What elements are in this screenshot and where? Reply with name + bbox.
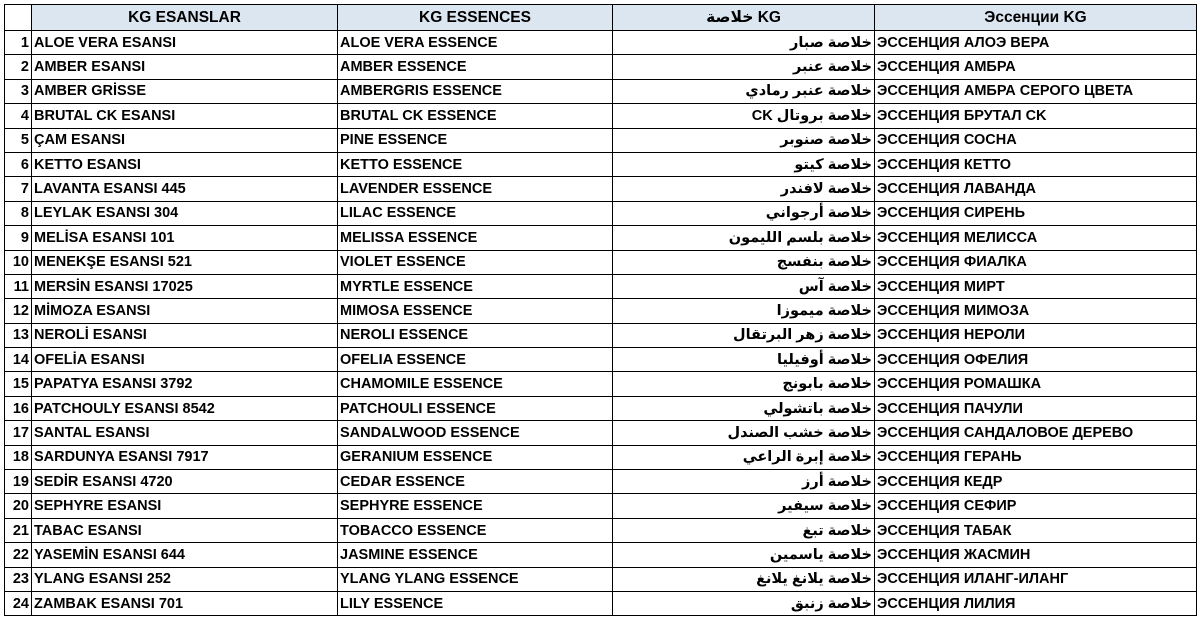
table-row <box>5 445 1197 469</box>
table-row <box>5 470 1197 494</box>
english-name-cell: CEDAR ESSENCE <box>338 470 613 494</box>
table-row <box>5 372 1197 396</box>
russian-name-cell: ЭССЕНЦИЯ КЕДР <box>875 470 1197 494</box>
russian-name-cell: ЭССЕНЦИЯ ЖАСМИН <box>875 543 1197 567</box>
russian-column-header: Эссенции KG <box>875 5 1197 31</box>
row-number-cell: 3 <box>5 79 32 103</box>
table-row <box>5 323 1197 347</box>
row-number-cell: 13 <box>5 323 32 347</box>
turkish-column-header: KG ESANSLAR <box>32 5 338 31</box>
turkish-name-cell: OFELİA ESANSI <box>32 348 338 372</box>
row-number-cell: 4 <box>5 104 32 128</box>
arabic-name-cell: خلاصة يلانغ يلانغ <box>613 567 875 591</box>
turkish-name-cell: LAVANTA ESANSI 445 <box>32 177 338 201</box>
table-row <box>5 274 1197 298</box>
turkish-name-cell: SEDİR ESANSI 4720 <box>32 470 338 494</box>
row-number-cell: 9 <box>5 226 32 250</box>
russian-name-cell: ЭССЕНЦИЯ ЛИЛИЯ <box>875 591 1197 615</box>
russian-name-cell: ЭССЕНЦИЯ ГЕРАНЬ <box>875 445 1197 469</box>
arabic-name-cell: خلاصة صبار <box>613 31 875 55</box>
header-row <box>5 5 1197 31</box>
row-number-cell: 17 <box>5 421 32 445</box>
table-row <box>5 348 1197 372</box>
arabic-name-cell: خلاصة زنبق <box>613 591 875 615</box>
arabic-name-cell: خلاصة خشب الصندل <box>613 421 875 445</box>
row-number-cell: 10 <box>5 250 32 274</box>
table-row <box>5 250 1197 274</box>
turkish-name-cell: PATCHOULY ESANSI 8542 <box>32 396 338 420</box>
arabic-name-cell: خلاصة ياسمين <box>613 543 875 567</box>
turkish-name-cell: MİMOZA ESANSI <box>32 299 338 323</box>
row-number-cell: 11 <box>5 274 32 298</box>
table-row <box>5 396 1197 420</box>
english-name-cell: MIMOSA ESSENCE <box>338 299 613 323</box>
english-name-cell: MYRTLE ESSENCE <box>338 274 613 298</box>
row-number-cell: 19 <box>5 470 32 494</box>
row-number-cell: 1 <box>5 31 32 55</box>
arabic-name-cell: خلاصة صنوبر <box>613 128 875 152</box>
russian-name-cell: ЭССЕНЦИЯ ЛАВАНДА <box>875 177 1197 201</box>
english-name-cell: TOBACCO ESSENCE <box>338 518 613 542</box>
table-body <box>5 31 1197 616</box>
turkish-name-cell: ÇAM ESANSI <box>32 128 338 152</box>
english-name-cell: LILY ESSENCE <box>338 591 613 615</box>
table-row <box>5 543 1197 567</box>
row-number-cell: 15 <box>5 372 32 396</box>
russian-name-cell: ЭССЕНЦИЯ САНДАЛОВОЕ ДЕРЕВО <box>875 421 1197 445</box>
russian-name-cell: ЭССЕНЦИЯ КЕТТО <box>875 152 1197 176</box>
english-name-cell: CHAMOMILE ESSENCE <box>338 372 613 396</box>
russian-name-cell: ЭССЕНЦИЯ ОФЕЛИЯ <box>875 348 1197 372</box>
table-row <box>5 79 1197 103</box>
table-row <box>5 567 1197 591</box>
table-row <box>5 201 1197 225</box>
arabic-name-cell: خلاصة لافندر <box>613 177 875 201</box>
table-row <box>5 226 1197 250</box>
arabic-name-cell: خلاصة ميموزا <box>613 299 875 323</box>
row-number-cell: 22 <box>5 543 32 567</box>
russian-name-cell: ЭССЕНЦИЯ НЕРОЛИ <box>875 323 1197 347</box>
turkish-name-cell: AMBER GRİSSE <box>32 79 338 103</box>
russian-name-cell: ЭССЕНЦИЯ АМБРА <box>875 55 1197 79</box>
turkish-name-cell: ALOE VERA ESANSI <box>32 31 338 55</box>
russian-name-cell: ЭССЕНЦИЯ МИРТ <box>875 274 1197 298</box>
turkish-name-cell: AMBER ESANSI <box>32 55 338 79</box>
english-name-cell: NEROLI ESSENCE <box>338 323 613 347</box>
table-row <box>5 152 1197 176</box>
table-row <box>5 494 1197 518</box>
russian-name-cell: ЭССЕНЦИЯ АМБРА СЕРОГО ЦВЕТА <box>875 79 1197 103</box>
english-name-cell: PATCHOULI ESSENCE <box>338 396 613 420</box>
turkish-name-cell: YASEMİN ESANSI 644 <box>32 543 338 567</box>
turkish-name-cell: SARDUNYA ESANSI 7917 <box>32 445 338 469</box>
russian-name-cell: ЭССЕНЦИЯ РОМАШКА <box>875 372 1197 396</box>
turkish-name-cell: NEROLİ ESANSI <box>32 323 338 347</box>
english-name-cell: ALOE VERA ESSENCE <box>338 31 613 55</box>
arabic-name-cell: خلاصة تبغ <box>613 518 875 542</box>
row-number-cell: 24 <box>5 591 32 615</box>
table-row <box>5 55 1197 79</box>
english-name-cell: OFELIA ESSENCE <box>338 348 613 372</box>
english-name-cell: YLANG YLANG ESSENCE <box>338 567 613 591</box>
turkish-name-cell: SEPHYRE ESANSI <box>32 494 338 518</box>
row-number-cell: 5 <box>5 128 32 152</box>
table-row <box>5 518 1197 542</box>
arabic-name-cell: خلاصة بنفسج <box>613 250 875 274</box>
turkish-name-cell: MENEKŞE ESANSI 521 <box>32 250 338 274</box>
arabic-name-cell: خلاصة بابونج <box>613 372 875 396</box>
row-number-cell: 23 <box>5 567 32 591</box>
arabic-name-cell: خلاصة إبرة الراعي <box>613 445 875 469</box>
arabic-name-cell: خلاصة سيفير <box>613 494 875 518</box>
table-row <box>5 591 1197 615</box>
index-column-header <box>5 5 32 31</box>
table-row <box>5 31 1197 55</box>
row-number-cell: 20 <box>5 494 32 518</box>
russian-name-cell: ЭССЕНЦИЯ ИЛАНГ-ИЛАНГ <box>875 567 1197 591</box>
table-row <box>5 421 1197 445</box>
turkish-name-cell: MELİSA ESANSI 101 <box>32 226 338 250</box>
arabic-name-cell: خلاصة عنبر رمادي <box>613 79 875 103</box>
arabic-column-header: KG خلاصة <box>613 5 875 31</box>
russian-name-cell: ЭССЕНЦИЯ ТАБАК <box>875 518 1197 542</box>
row-number-cell: 7 <box>5 177 32 201</box>
russian-name-cell: ЭССЕНЦИЯ СОСНА <box>875 128 1197 152</box>
row-number-cell: 6 <box>5 152 32 176</box>
turkish-name-cell: ZAMBAK ESANSI 701 <box>32 591 338 615</box>
table-row <box>5 128 1197 152</box>
arabic-name-cell: خلاصة أوفيليا <box>613 348 875 372</box>
arabic-name-cell: خلاصة زهر البرتقال <box>613 323 875 347</box>
russian-name-cell: ЭССЕНЦИЯ БРУТАЛ CK <box>875 104 1197 128</box>
turkish-name-cell: BRUTAL CK ESANSI <box>32 104 338 128</box>
row-number-cell: 14 <box>5 348 32 372</box>
turkish-name-cell: LEYLAK ESANSI 304 <box>32 201 338 225</box>
table-row <box>5 177 1197 201</box>
row-number-cell: 12 <box>5 299 32 323</box>
arabic-name-cell: خلاصة بروتال CK <box>613 104 875 128</box>
arabic-name-cell: خلاصة باتشولي <box>613 396 875 420</box>
turkish-name-cell: SANTAL ESANSI <box>32 421 338 445</box>
russian-name-cell: ЭССЕНЦИЯ СИРЕНЬ <box>875 201 1197 225</box>
turkish-name-cell: KETTO ESANSI <box>32 152 338 176</box>
english-name-cell: MELISSA ESSENCE <box>338 226 613 250</box>
english-name-cell: GERANIUM ESSENCE <box>338 445 613 469</box>
turkish-name-cell: TABAC ESANSI <box>32 518 338 542</box>
arabic-name-cell: خلاصة بلسم الليمون <box>613 226 875 250</box>
russian-name-cell: ЭССЕНЦИЯ ПАЧУЛИ <box>875 396 1197 420</box>
english-name-cell: AMBER ESSENCE <box>338 55 613 79</box>
russian-name-cell: ЭССЕНЦИЯ МИМОЗА <box>875 299 1197 323</box>
row-number-cell: 18 <box>5 445 32 469</box>
arabic-name-cell: خلاصة عنبر <box>613 55 875 79</box>
english-name-cell: JASMINE ESSENCE <box>338 543 613 567</box>
english-name-cell: SEPHYRE ESSENCE <box>338 494 613 518</box>
table-row <box>5 299 1197 323</box>
turkish-name-cell: PAPATYA ESANSI 3792 <box>32 372 338 396</box>
english-name-cell: SANDALWOOD ESSENCE <box>338 421 613 445</box>
russian-name-cell: ЭССЕНЦИЯ МЕЛИССА <box>875 226 1197 250</box>
row-number-cell: 21 <box>5 518 32 542</box>
arabic-name-cell: خلاصة آس <box>613 274 875 298</box>
english-column-header: KG ESSENCES <box>338 5 613 31</box>
arabic-name-cell: خلاصة كيتو <box>613 152 875 176</box>
turkish-name-cell: YLANG ESANSI 252 <box>32 567 338 591</box>
russian-name-cell: ЭССЕНЦИЯ АЛОЭ ВЕРА <box>875 31 1197 55</box>
russian-name-cell: ЭССЕНЦИЯ ФИАЛКА <box>875 250 1197 274</box>
english-name-cell: LAVENDER ESSENCE <box>338 177 613 201</box>
arabic-name-cell: خلاصة أرجواني <box>613 201 875 225</box>
english-name-cell: LILAC ESSENCE <box>338 201 613 225</box>
english-name-cell: PINE ESSENCE <box>338 128 613 152</box>
row-number-cell: 16 <box>5 396 32 420</box>
english-name-cell: BRUTAL CK ESSENCE <box>338 104 613 128</box>
english-name-cell: KETTO ESSENCE <box>338 152 613 176</box>
english-name-cell: AMBERGRIS ESSENCE <box>338 79 613 103</box>
essences-table <box>4 4 1197 616</box>
arabic-name-cell: خلاصة أرز <box>613 470 875 494</box>
russian-name-cell: ЭССЕНЦИЯ СЕФИР <box>875 494 1197 518</box>
row-number-cell: 2 <box>5 55 32 79</box>
turkish-name-cell: MERSİN ESANSI 17025 <box>32 274 338 298</box>
english-name-cell: VIOLET ESSENCE <box>338 250 613 274</box>
row-number-cell: 8 <box>5 201 32 225</box>
table-row <box>5 104 1197 128</box>
